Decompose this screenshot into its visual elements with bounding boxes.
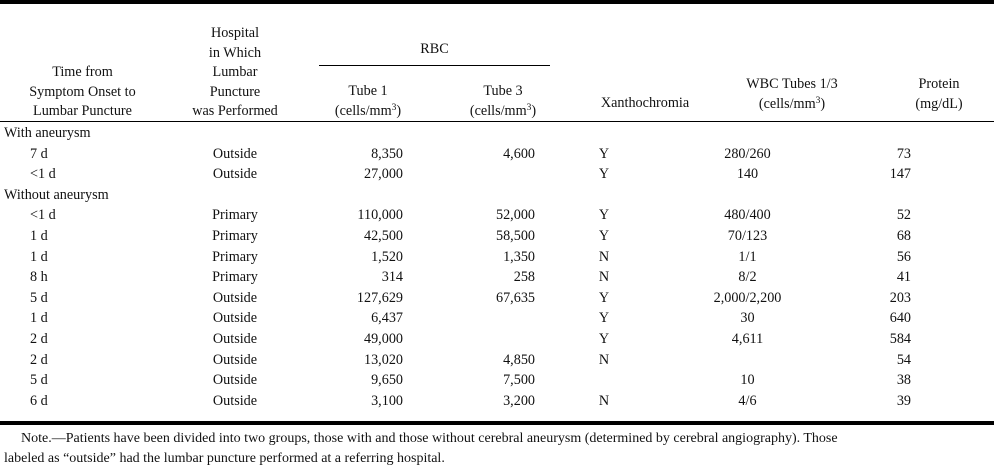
cell-tube3: 258 bbox=[513, 269, 535, 286]
cell-hospital: Outside bbox=[212, 289, 258, 306]
row-padding bbox=[911, 164, 994, 185]
cell-wbc: 480/400 bbox=[724, 207, 771, 224]
cell-tube1: 3,100 bbox=[371, 392, 403, 409]
cell-protein: 203 bbox=[889, 289, 911, 306]
cell-tube1: 110,000 bbox=[357, 207, 403, 224]
group-row bbox=[0, 185, 994, 206]
row-padding bbox=[911, 288, 994, 309]
cell-tube3 bbox=[403, 329, 535, 350]
cell-hospital: Outside bbox=[212, 372, 258, 389]
header-hospital-line: in Which bbox=[208, 44, 262, 61]
cell-tube3 bbox=[403, 164, 535, 185]
row-padding bbox=[911, 370, 994, 391]
header-tube1-line: Tube 1 bbox=[348, 83, 388, 99]
cell-wbc: 280/260 bbox=[724, 145, 771, 162]
cell-protein: 73 bbox=[896, 145, 911, 162]
header-rbc-group bbox=[319, 40, 550, 60]
cell-wbc: 10 bbox=[740, 372, 755, 389]
cell-protein: 584 bbox=[889, 330, 911, 347]
header-tube1-units bbox=[318, 102, 418, 122]
cell-xanthochromia: Y bbox=[598, 330, 610, 347]
table-body bbox=[0, 123, 994, 411]
group-label: With aneurysm bbox=[4, 125, 91, 141]
row-padding bbox=[911, 308, 994, 329]
cell-hospital: Outside bbox=[212, 392, 258, 409]
table-row bbox=[0, 288, 994, 309]
row-padding bbox=[911, 247, 994, 268]
unit-text: (cells/mm bbox=[758, 95, 816, 112]
unit-superscript: 3 bbox=[815, 95, 821, 106]
cell-tube3: 7,500 bbox=[503, 372, 535, 389]
header-time-line: Symptom Onset to bbox=[29, 83, 136, 100]
table-bottom-rule bbox=[0, 421, 994, 425]
header-hospital-line: Hospital bbox=[210, 25, 260, 41]
cell-tube3: 1,350 bbox=[503, 248, 535, 265]
header-protein-line: (mg/dL) bbox=[915, 95, 963, 112]
rbc-group-rule bbox=[319, 65, 550, 66]
table-row bbox=[0, 247, 994, 268]
cell-tube1: 1,520 bbox=[371, 248, 403, 265]
cell-time: 6 d bbox=[30, 392, 48, 409]
header-rbc-label: RBC bbox=[420, 41, 449, 57]
header-wbc-line: WBC Tubes 1/3 bbox=[746, 76, 838, 92]
note-line-2: labeled as “outside” had the lumbar puncture performed at a referring hospital. bbox=[4, 450, 445, 466]
cell-xanthochromia: Y bbox=[598, 289, 610, 306]
cell-tube1: 8,350 bbox=[371, 145, 403, 162]
table-row bbox=[0, 267, 994, 288]
table-row bbox=[0, 164, 994, 185]
cell-xanthochromia: Y bbox=[598, 310, 610, 327]
unit-superscript: 3 bbox=[526, 102, 532, 113]
group-label: Without aneurysm bbox=[4, 186, 109, 203]
cell-hospital: Primary bbox=[212, 227, 258, 244]
cell-wbc: 140 bbox=[736, 166, 759, 183]
cell-hospital: Outside bbox=[212, 145, 258, 162]
header-hospital-line: Puncture bbox=[209, 83, 261, 100]
cell-protein: 39 bbox=[896, 392, 911, 409]
cell-tube1: 27,000 bbox=[363, 166, 403, 183]
cell-time: 1 d bbox=[30, 248, 48, 265]
csf-results-table bbox=[0, 123, 994, 411]
group-row bbox=[0, 123, 994, 144]
cell-xanthochromia: Y bbox=[598, 166, 610, 183]
header-protein-line: Protein bbox=[918, 76, 960, 92]
header-hospital bbox=[165, 24, 305, 122]
note-line-1: Note.—Patients have been divided into two groups, those with and those without cerebral aneurysm (determined by cerebral angiography). Those bbox=[21, 431, 838, 446]
cell-wbc: 1/1 bbox=[738, 248, 757, 265]
unit-close: ) bbox=[531, 102, 537, 119]
row-padding bbox=[911, 267, 994, 288]
row-padding bbox=[911, 144, 994, 165]
header-tube1 bbox=[318, 82, 418, 121]
header-tube3-line: Tube 3 bbox=[483, 83, 523, 99]
row-padding bbox=[911, 329, 994, 350]
cell-wbc: 8/2 bbox=[738, 269, 757, 286]
cell-xanthochromia: Y bbox=[598, 227, 610, 244]
cell-time: 2 d bbox=[30, 351, 48, 368]
cell-xanthochromia bbox=[535, 370, 673, 391]
cell-wbc: 30 bbox=[740, 310, 755, 327]
cell-tube3: 67,635 bbox=[495, 289, 535, 306]
header-hospital-line: was Performed bbox=[192, 103, 278, 119]
cell-hospital: Primary bbox=[212, 207, 258, 224]
table-row bbox=[0, 329, 994, 350]
cell-hospital: Outside bbox=[212, 166, 258, 183]
table-row bbox=[0, 391, 994, 412]
row-padding bbox=[911, 226, 994, 247]
cell-tube3: 58,500 bbox=[495, 227, 535, 244]
cell-xanthochromia: Y bbox=[598, 207, 610, 224]
cell-tube3: 4,600 bbox=[503, 145, 535, 162]
header-rule bbox=[0, 121, 994, 122]
cell-xanthochromia: N bbox=[598, 269, 610, 286]
cell-hospital: Outside bbox=[212, 330, 258, 347]
cell-wbc: 4/6 bbox=[738, 392, 757, 409]
unit-text: (cells/mm bbox=[334, 102, 392, 119]
header-wbc-units bbox=[712, 95, 872, 115]
header-xanthochromia bbox=[575, 94, 715, 114]
table-row bbox=[0, 205, 994, 226]
cell-tube3: 4,850 bbox=[503, 351, 535, 368]
cell-wbc: 2,000/2,200 bbox=[713, 289, 782, 306]
cell-xanthochromia: N bbox=[598, 392, 610, 409]
cell-time: 7 d bbox=[30, 145, 48, 162]
header-time-line: Lumbar Puncture bbox=[33, 103, 132, 119]
cell-xanthochromia: N bbox=[598, 248, 610, 265]
header-wbc bbox=[712, 75, 872, 114]
cell-time: 1 d bbox=[30, 310, 48, 327]
cell-tube1: 314 bbox=[381, 269, 403, 286]
header-tube3 bbox=[448, 82, 558, 121]
cell-hospital: Outside bbox=[212, 310, 258, 327]
cell-protein: 56 bbox=[896, 248, 911, 265]
header-tube3-units bbox=[448, 102, 558, 122]
cell-hospital: Primary bbox=[212, 248, 258, 265]
cell-wbc: 70/123 bbox=[727, 227, 768, 244]
unit-close: ) bbox=[396, 102, 402, 119]
table-row bbox=[0, 226, 994, 247]
cell-protein: 640 bbox=[889, 310, 911, 327]
cell-wbc: 4,611 bbox=[731, 330, 764, 347]
row-padding bbox=[911, 205, 994, 226]
cell-time: <1 d bbox=[30, 207, 56, 224]
cell-tube3: 3,200 bbox=[503, 392, 535, 409]
cell-tube1: 9,650 bbox=[371, 372, 403, 389]
cell-tube1: 42,500 bbox=[363, 227, 403, 244]
table-row bbox=[0, 350, 994, 371]
table-note bbox=[4, 429, 990, 468]
cell-tube3: 52,000 bbox=[495, 207, 535, 224]
cell-time: 5 d bbox=[30, 289, 48, 306]
cell-time: 1 d bbox=[30, 227, 48, 244]
cell-protein: 52 bbox=[896, 207, 911, 224]
header-time bbox=[0, 63, 165, 122]
cell-protein: 147 bbox=[889, 166, 911, 183]
header-protein bbox=[894, 75, 984, 114]
cell-protein: 68 bbox=[896, 227, 911, 244]
table-row bbox=[0, 144, 994, 165]
table-row bbox=[0, 370, 994, 391]
cell-hospital: Primary bbox=[212, 269, 258, 286]
cell-time: 8 h bbox=[30, 269, 48, 286]
cell-xanthochromia: N bbox=[598, 351, 610, 368]
row-padding bbox=[911, 391, 994, 412]
cell-protein: 41 bbox=[896, 269, 911, 286]
cell-tube1: 49,000 bbox=[363, 330, 403, 347]
cell-protein: 38 bbox=[896, 372, 911, 389]
header-time-line: Time from bbox=[52, 64, 113, 80]
cell-time: 5 d bbox=[30, 372, 48, 389]
cell-xanthochromia: Y bbox=[598, 145, 610, 162]
cell-hospital: Outside bbox=[212, 351, 258, 368]
cell-tube3 bbox=[403, 308, 535, 329]
table-row bbox=[0, 308, 994, 329]
cell-wbc bbox=[673, 350, 822, 371]
header-xanthochromia-line: Xanthochromia bbox=[600, 95, 690, 111]
cell-time: <1 d bbox=[30, 166, 56, 183]
unit-close: ) bbox=[820, 95, 826, 112]
cell-time: 2 d bbox=[30, 330, 48, 347]
header-hospital-line: Lumbar bbox=[212, 64, 258, 80]
table-top-rule bbox=[0, 0, 994, 4]
row-padding bbox=[911, 350, 994, 371]
cell-protein: 54 bbox=[896, 351, 911, 368]
cell-tube1: 127,629 bbox=[356, 289, 403, 306]
cell-tube1: 13,020 bbox=[363, 351, 403, 368]
cell-tube1: 6,437 bbox=[371, 310, 403, 327]
unit-superscript: 3 bbox=[391, 102, 397, 113]
unit-text: (cells/mm bbox=[469, 102, 527, 119]
